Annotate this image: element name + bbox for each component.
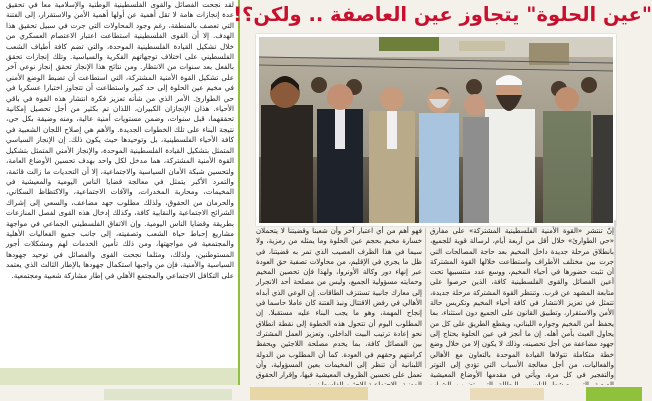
bottom-heading-fragment: [418, 387, 444, 400]
bottom-heading-box: [586, 387, 642, 401]
article-column-right: إنّ تنتشر «القوة الأمنية الفلسطينية المشتركة» على مفارق «حي الطوارئ» خلال أقل من أربعة أيام، لرسالة قوية للجميع، بانطلاق مرحلة جديدة داخل المخيم بعد حاجة المصالحات التي جرت بين مختلف الأطراف واستطاعت خلالها القوة المشتركة أن تثبت حضورها في أحياء المخيم، ووسع عدد منتسبيها تحت أعين الفصائل والقوى الفلسطينية كافة، الذين حرصوا على متابعة المشهد عن قرب. وتنتظر القوة المشتركة مرحلة جديدة، تتمثل في تعزيز الانتشار في كافة أحياء المخيم وتكريس حالة الأمن والاستقرار، وتطبيق القانون على الجميع دون استثناء، بما يحفظ أمن المخيم وجواره اللبناني، ويقطع الطريق على كل من يحاول العبث بأمن أهله. إن ما أنجز في عين الحلوة يحتاج إلى جهود مضاعفة من أجل تحصينه، وذلك لا يكون إلا من خلال وضع خطة متكاملة تتولاها القيادة الموحدة بالتعاون مع الأهالي والفعاليات، من أجل معالجة الأسباب التي تؤدي إلى التوتر والتفجير في كل مرة، ويأتي في مقدمها الأوضاع المعيشية: [430, 227, 614, 380]
left-column-footer: [0, 368, 238, 385]
article-column-left: فهو أهم من أي اعتبار آخر وأن شعبنا وقضيتنا لا يتحملان خسارة مخيم بحجم عين الحلوة وما يمثله من رمزية، ولا سيما في هذا الظرف العصيب الذي تمر به قضيتنا، في ظل ما يجري في الإقليم، من محاولات تصفية حق العودة عبر إنهاء دور وكالة الأونروا، ولهذا فإن تحصين المخيم وحمايته مسؤولية الجميع، وليس من مصلحة أحد الانجرار إلى معارك جانبية تستنزف الطاقات. إن الوعي الذي أبداه الأهالي في رفض الاقتتال ونبذ الفتنة كان عاملا حاسما في إنجاح المهمة، وهو ما يجب البناء عليه مستقبلا. إن المطلوب اليوم أن تتحول هذه الخطوة إلى نقطة انطلاق نحو إعادة ترتيب البيت الداخلي، وتعزيز العمل المشترك بين الفصائل كافة، بما يخدم مصلحة اللاجئين ويحفظ كرامتهم وحقهم في العودة. كما أن المطلوب من الدولة اللبنانية أن تنظر إلى المخيمات بعين المسؤولية، وأن تعمل على تحسين الظروف المعيشية فيها، وإقرار الحقوق: [256, 227, 422, 380]
bottom-image-thumb: [470, 388, 544, 400]
column-divider: [425, 228, 426, 368]
left-article-text: لقد نجحت الفصائل والقوى الفلسطينية الوطنية والإسلامية معا في تحقيق عدة إنجازات هامة لا تقل أهمية عن أولها أهمية الأمن والاستقرار، إلى الفتنة التي تعصف بالمنطقة، رغم وجود المحاولات التي جرت في سبيل تحقيق هذا الهدف. إلا أن القوى الفلسطينية استطاعت اعتبار الاعتصام العسكري من خلال تشكيل القيادة الفلسطينية الموحدة، والتي تضم كافة أطياف الشعب الفلسطيني على اختلاف توجهاتهم الفكرية والسياسية. وتلك إنجازات تحقق بالفعل بعد سنوات من الانتظار. ومن نتائج هذا الإنجاز تحقق إنجاز نوعي آخر على تشكيل القوة الأمنية المشتركة، التي استطاعت أن تضبط الوضع الأمني في مخيم عين الحلوة إلى حد كبير واستطاعت أن تتجاوز اختبارا عسكريا في حي الطوارئ. الأمر الذي من شأنه تعزيز فكرة انتشار هذه القوة في باقي الأحياء. هذان الإنجازان الكبيران، اللذان تم بكثير من أجل تحصيل إمكانية تحققهما، قبل سنوات، وضمن مستويات أمنية عالية، ومنه وضيقة بكل حي، نتيجة البناء على تلك الخطوات الجديدة. والأهم هي إصلاح اللجان الشعبية في كافة الأحياء الفلسطينية، بل وتوحيدها حيث يكون ذلك. إن الإنجاز السياسي المتمثل بتشكيل القيادة الفلسطينية الموحدة، والإنجاز الأمني المتمثل بتشكيل القوة الأمنية المشتركة، هما مدخل لكل واحد بهدف تحسين الأوضاع العامة، ولتحسين شبكة الأمان السياسية والاجتماعية، إلا أن التحديات ما زالت قائمة، والتمرد الأكبر يتمثل في معالجة قضايا الناس اليومية والمعيشية في المخيمات، ومحاربة المخدرات، والآفات الاجتماعية، والاكتظاظ السكاني، والحرمان من الحقوق، ولذلك مطلوب جهد مضاعف، والسعي إلى إشراك الشرائح الاجتماعية والنقابية كافة، وكذلك إدخال هذه القوى لفصل المنازعات بطريقة وقضايا الناس اليومية. وإن الاتفاق الفلسطيني الجماعي في مواجهة مشاريع إحباط حياة الشعب وتصفيته، إلى جانب جميع الفعاليات الأهلية والمجتمعية في مواجهتها، ومن ذلك تأمين الخدمات لهم ومشكلات أجور المستوطنين، ولذلك، ومثلما نجحت القوى والفصائل في توحيد جهودها السياسية والأمنية، فإن من واجبها استكمال جهودها بالإطار الثالث الذي يعتمد على التكافل الاجتماعي والمجتمع الأهلي في إطار مشاركة شعبية ومجتمعية.: [6, 0, 234, 280]
article-photo: [256, 34, 616, 226]
bottom-strip: [0, 385, 652, 400]
bottom-left-heading: [6, 386, 76, 400]
left-article-column: [0, 0, 240, 385]
bottom-image-strip: [250, 387, 368, 400]
bottom-left-bar: [104, 389, 232, 400]
photo-crowd-walking: [259, 37, 613, 223]
page-edge-border: [614, 220, 616, 380]
page-headline: "عين الحلوة" يتجاوز عين العاصفة .. ولكن؟!: [233, 3, 652, 26]
